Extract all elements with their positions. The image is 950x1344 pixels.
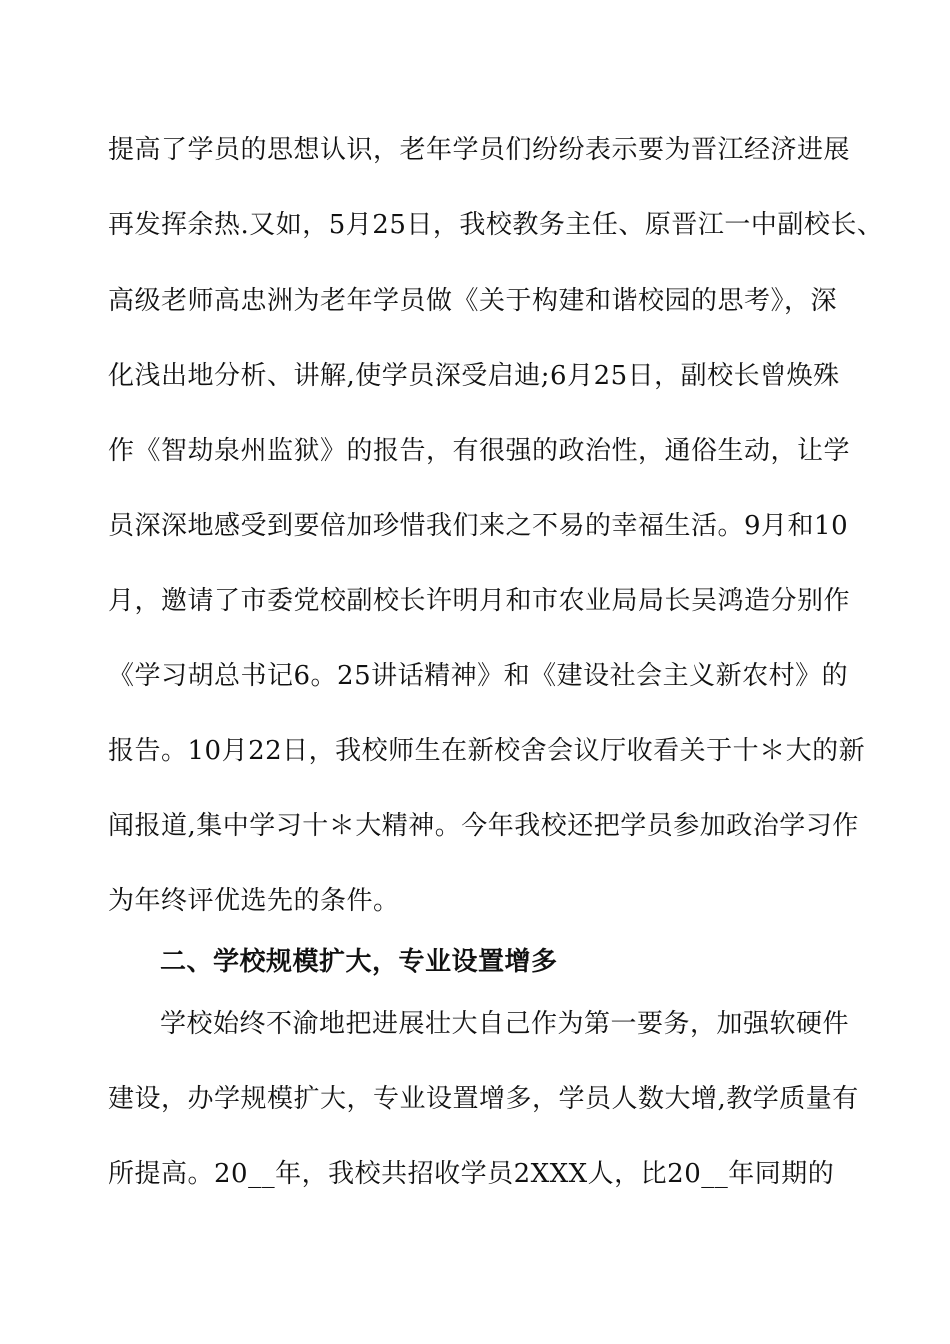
section-heading: 二、学校规模扩大，专业设置增多 [160,947,558,977]
text-line: 高级老师高忠洲为老年学员做《关于构建和谐校园的思考》，深 [108,286,838,316]
text-line: 提高了学员的思想认识，老年学员们纷纷表示要为晋江经济进展 [108,135,851,165]
text-line: 化浅出地分析、讲解,使学员深受启迪;6月25日，副校长曾焕殊 [108,361,840,391]
text-line: 《学习胡总书记6。25讲话精神》和《建设社会主义新农村》的 [108,661,849,691]
text-line: 建设，办学规模扩大，专业设置增多，学员人数大增,教学质量有 [108,1084,859,1114]
text-line: 作《智劫泉州监狱》的报告，有很强的政治性，通俗生动，让学 [108,436,851,466]
text-line: 所提高。20__年，我校共招收学员2XXX人，比20__年同期的 [108,1159,835,1189]
text-line: 为年终评优选先的条件。 [108,886,400,916]
paragraph-first-line: 学校始终不渝地把进展壮大自己作为第一要务，加强软硬件 [160,1009,850,1039]
text-line: 报告。10月22日，我校师生在新校舍会议厅收看关于十＊大的新 [108,736,866,766]
text-line: 员深深地感受到要倍加珍惜我们来之不易的幸福生活。9月和10 [108,511,849,541]
text-line: 闻报道,集中学习十＊大精神。今年我校还把学员参加政治学习作 [108,811,859,841]
text-line: 再发挥余热.又如，5月25日，我校教务主任、原晋江一中副校长、 [108,210,884,240]
text-line: 月，邀请了市委党校副校长许明月和市农业局局长吴鸿造分别作 [108,586,851,616]
